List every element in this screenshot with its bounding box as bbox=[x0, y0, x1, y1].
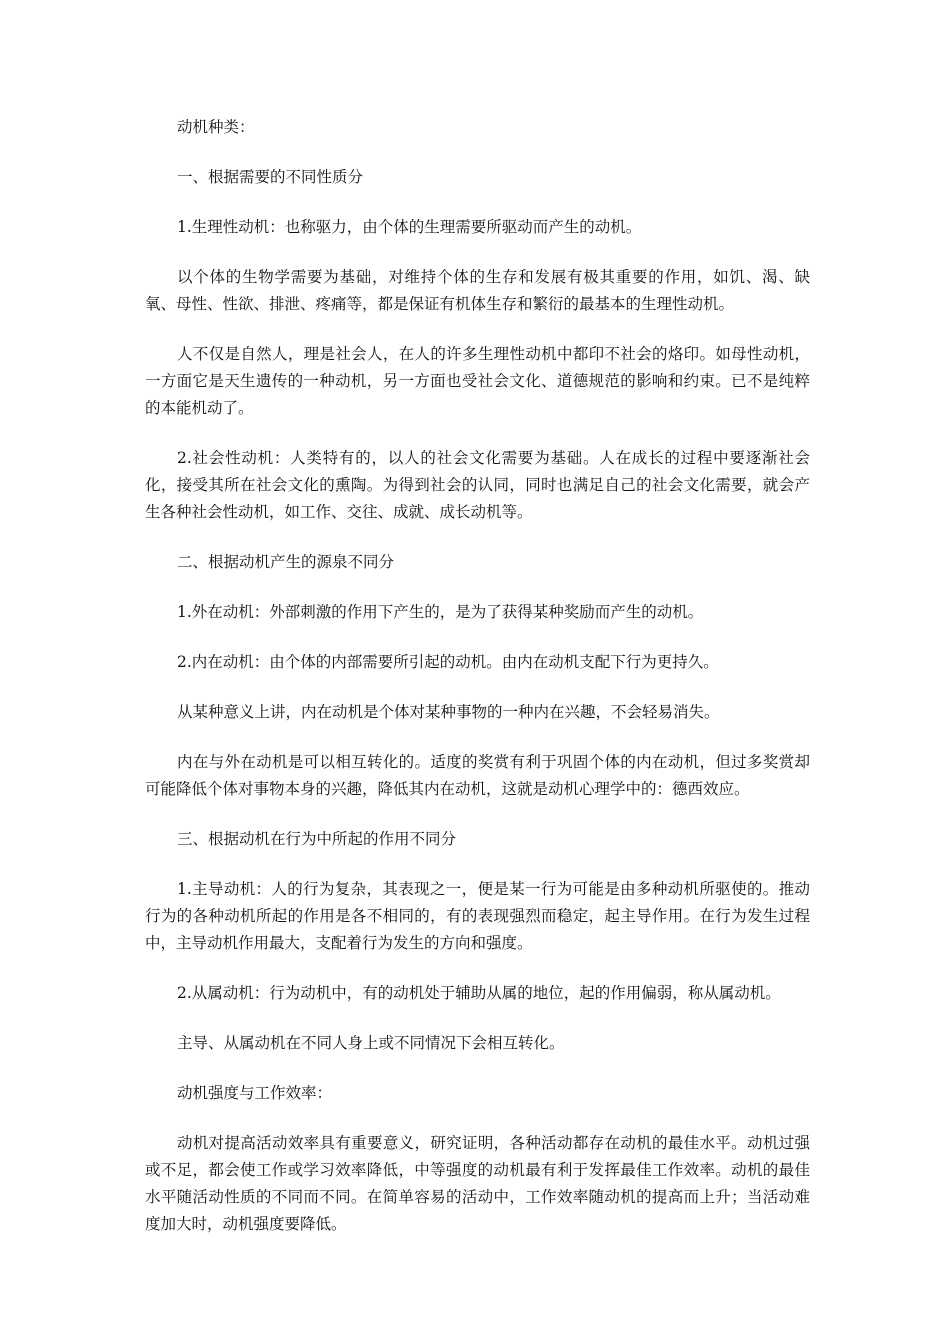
paragraph-dominant-motive: 1.主导动机：人的行为复杂，其表现之一，便是某一行为可能是由多种动机所驱使的。推动行为的各种动机所起的作用是各不相同的，有的表现强烈而稳定，起主导作用。在行为发生过程中，主导动机作用最大，支配着行为发生的方向和强度。 bbox=[145, 880, 810, 952]
paragraph-section-one-heading: 一、根据需要的不同性质分 bbox=[177, 168, 364, 186]
paragraph-heading-motive-types: 动机种类： bbox=[177, 118, 255, 136]
paragraph-section-two-heading: 二、根据动机产生的源泉不同分 bbox=[177, 553, 395, 571]
paragraph-social-imprint: 人不仅是自然人，理是社会人，在人的许多生理性动机中都印不社会的烙印。如母性动机，一方面它是天生遗传的一种动机，另一方面也受社会文化、道德规范的影响和约束。已不是纯粹的本能机动了。 bbox=[145, 345, 810, 417]
paragraph-intrinsic-interest: 从某种意义上讲，内在动机是个体对某种事物的一种内在兴趣，不会轻易消失。 bbox=[177, 703, 720, 721]
paragraph-intensity-heading: 动机强度与工作效率： bbox=[177, 1084, 333, 1102]
paragraph-intrinsic-motive: 2.内在动机：由个体的内部需要所引起的动机。由内在动机支配下行为更持久。 bbox=[177, 653, 719, 671]
paragraph-section-three-heading: 三、根据动机在行为中所起的作用不同分 bbox=[177, 830, 457, 848]
document-body bbox=[145, 114, 810, 1261]
paragraph-deci-effect: 内在与外在动机是可以相互转化的。适度的奖赏有利于巩固个体的内在动机，但过多奖赏却可能降低个体对事物本身的兴趣，降低其内在动机，这就是动机心理学中的：德西效应。 bbox=[145, 753, 810, 798]
paragraph-physiological-motive: 1.生理性动机：也称驱力，由个体的生理需要所驱动而产生的动机。 bbox=[177, 218, 642, 236]
paragraph-extrinsic-motive: 1.外在动机：外部刺激的作用下产生的，是为了获得某种奖励而产生的动机。 bbox=[177, 603, 704, 621]
paragraph-social-motive: 2.社会性动机：人类特有的，以人的社会文化需要为基础。人在成长的过程中要逐渐社会化，接受其所在社会文化的熏陶。为得到社会的认同，同时也满足自己的社会文化需要，就会产生各种社会性动机，如工作、交往、成就、成长动机等。 bbox=[145, 449, 810, 521]
paragraph-biological-needs: 以个体的生物学需要为基础，对维持个体的生存和发展有极其重要的作用，如饥、渴、缺氧、母性、性欲、排泄、疼痛等，都是保证有机体生存和繁衍的最基本的生理性动机。 bbox=[145, 268, 810, 313]
paragraph-motive-conversion: 主导、从属动机在不同人身上或不同情况下会相互转化。 bbox=[177, 1034, 565, 1052]
paragraph-intensity-efficiency: 动机对提高活动效率具有重要意义，研究证明，各种活动都存在动机的最佳水平。动机过强或不足，都会使工作或学习效率降低，中等强度的动机最有利于发挥最佳工作效率。动机的最佳水平随活动性质的不同而不同。在简单容易的活动中，工作效率随动机的提高而上升；当活动难度加大时，动机强度要降低。 bbox=[145, 1134, 810, 1233]
paragraph-subordinate-motive: 2.从属动机：行为动机中，有的动机处于辅助从属的地位，起的作用偏弱，称从属动机。 bbox=[177, 984, 781, 1002]
